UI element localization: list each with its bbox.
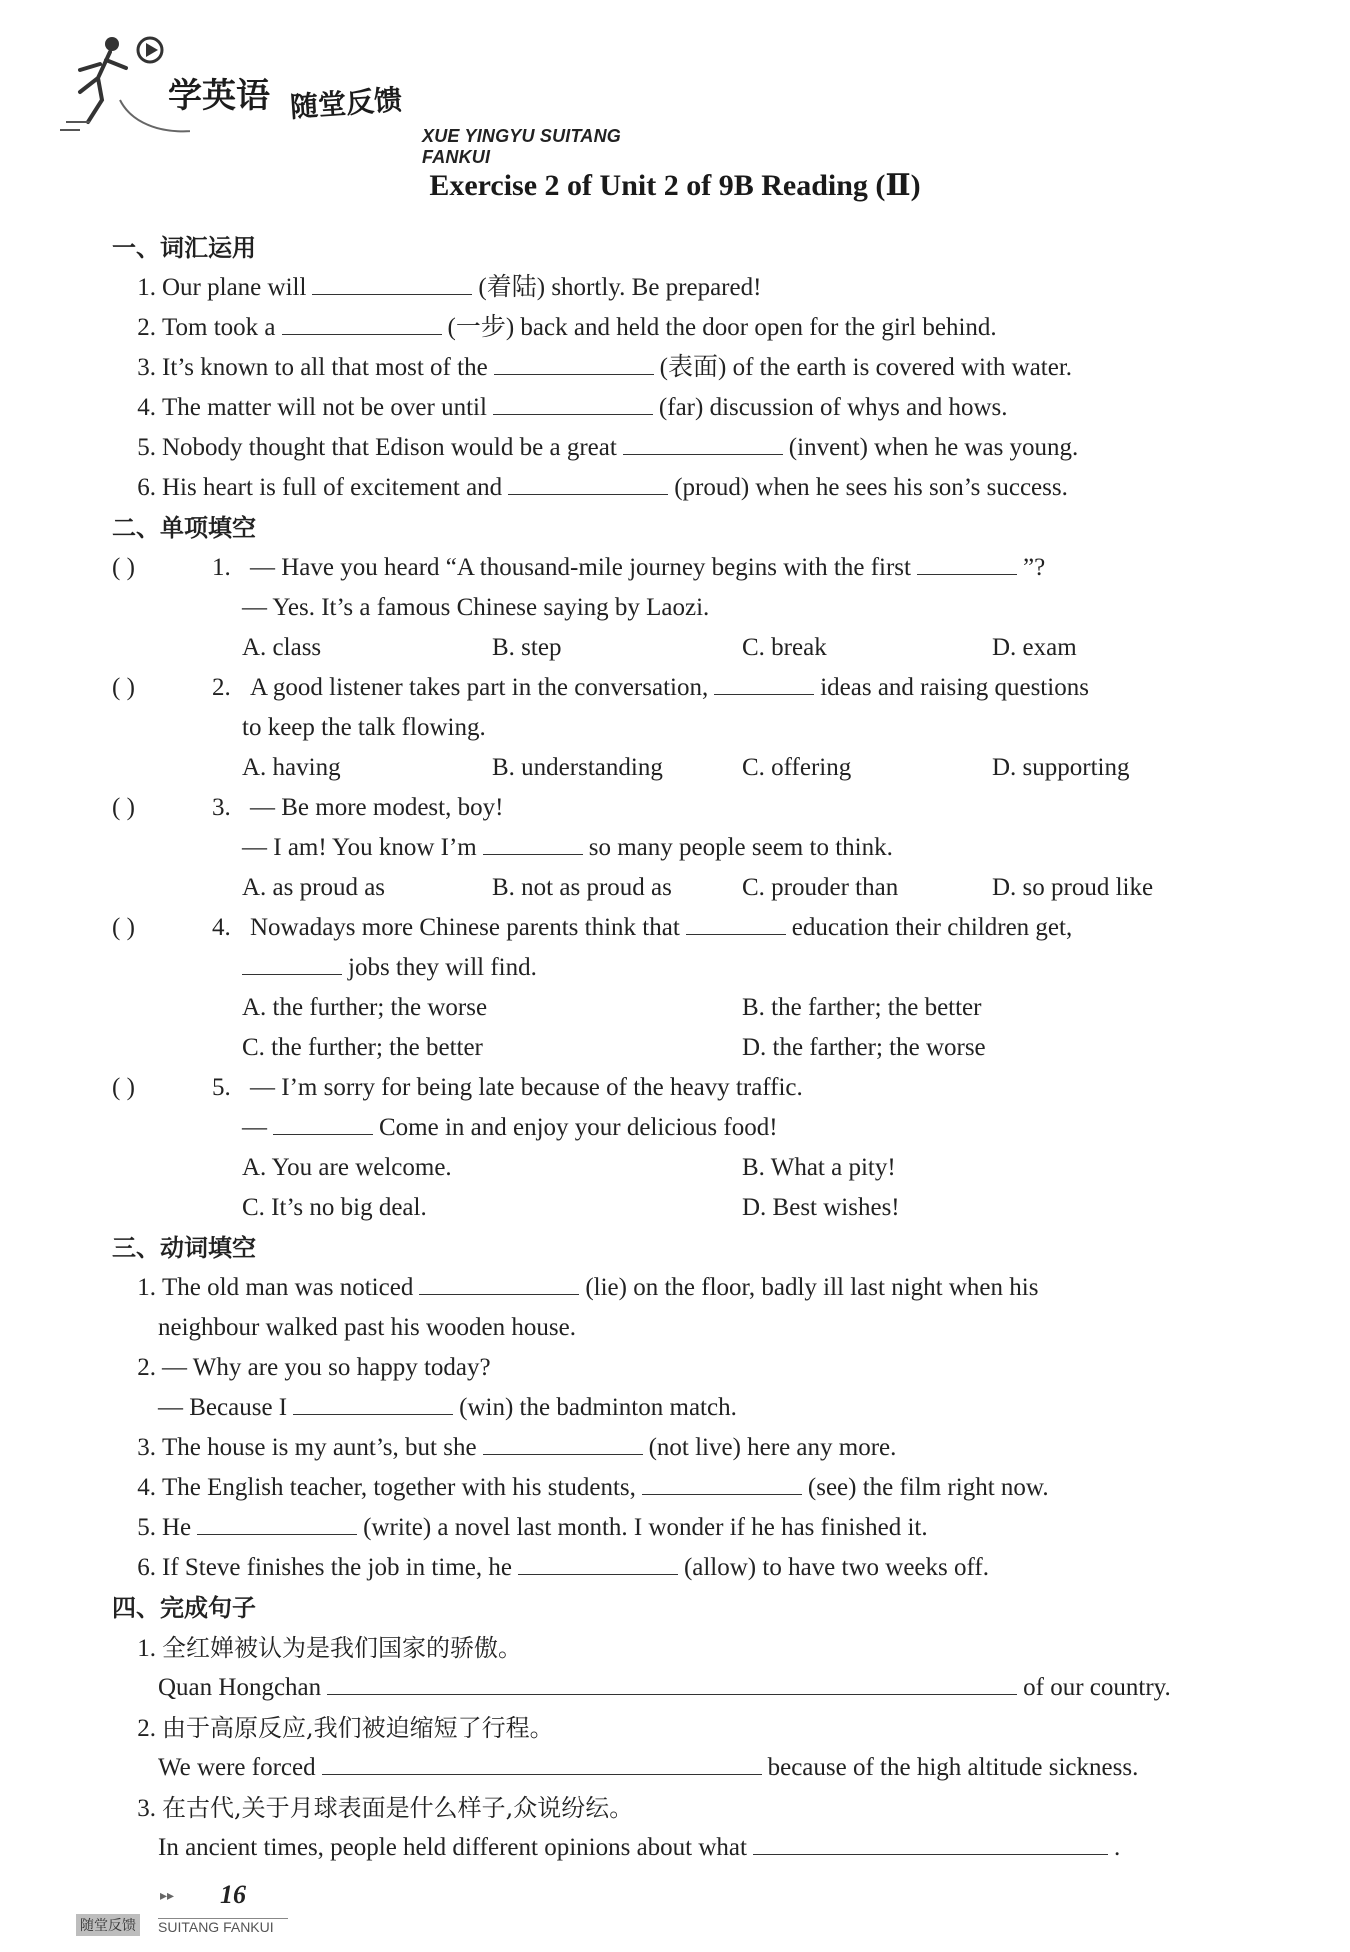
question-text: — [242, 1114, 267, 1141]
answer-blank[interactable] [293, 1388, 453, 1415]
item-text: (proud) when he sees his son’s success. [674, 474, 1068, 501]
item-text: The old man was noticed [162, 1274, 414, 1301]
answer-blank[interactable] [508, 468, 668, 495]
answer-blank[interactable] [623, 428, 783, 455]
item-number: 2. [137, 1354, 156, 1381]
item-text: We were forced [158, 1754, 316, 1781]
verb-item [112, 1508, 1262, 1548]
options-row [112, 1148, 1262, 1188]
brand-chinese-sub: 随堂反馈 [289, 83, 404, 124]
page-number: 16 [220, 1880, 246, 1909]
option-d[interactable]: D. the farther; the worse [742, 1034, 986, 1061]
question-text: — I am! You know I’m [242, 834, 477, 861]
question-number: 2. [212, 674, 231, 701]
question-text: — Be more modest, boy! [250, 794, 504, 821]
answer-bracket[interactable]: ( ) [112, 794, 135, 821]
answer-blank[interactable] [753, 1828, 1108, 1855]
answer-blank[interactable] [273, 1108, 373, 1135]
translation-item [112, 1628, 1262, 1668]
answer-bracket[interactable]: ( ) [112, 914, 135, 941]
answer-bracket[interactable]: ( ) [112, 1074, 135, 1101]
item-text: (一步) back and held the door open for the girl behind. [447, 314, 997, 341]
options-row [112, 868, 1262, 908]
answer-blank[interactable] [242, 948, 342, 975]
item-number: 5. [137, 434, 156, 461]
option-d[interactable]: D. so proud like [992, 874, 1154, 901]
question-text: to keep the talk flowing. [242, 714, 486, 741]
item-number: 4. [137, 394, 156, 421]
brand-chinese: 学英语 [168, 76, 270, 116]
answer-bracket[interactable]: ( ) [112, 554, 135, 581]
question-text: education their children get, [791, 914, 1073, 941]
item-text: . [1113, 1834, 1121, 1861]
answer-blank[interactable] [483, 1428, 643, 1455]
chinese-sentence: 全红婵被认为是我们国家的骄傲。 [162, 1634, 522, 1662]
option-b[interactable]: B. understanding [492, 754, 663, 781]
answer-blank[interactable] [917, 548, 1017, 575]
answer-bracket[interactable]: ( ) [112, 674, 135, 701]
footer-badge: 随堂反馈 [76, 1914, 140, 1936]
option-b[interactable]: B. step [492, 634, 562, 661]
mc-question [112, 668, 1262, 708]
verb-item [112, 1548, 1262, 1588]
verb-item [112, 1428, 1262, 1468]
item-number: 3. [137, 1434, 156, 1461]
item-text: (write) a novel last month. I wonder if he has finished it. [363, 1514, 928, 1541]
chinese-sentence: 在古代,关于月球表面是什么样子,众说纷纭。 [162, 1794, 634, 1822]
vocab-item [112, 268, 1262, 308]
options-row [112, 988, 1262, 1028]
question-text: — Have you heard “A thousand-mile journey begins with the first [250, 554, 911, 581]
item-number: 1. [137, 1274, 156, 1301]
answer-blank[interactable] [642, 1468, 802, 1495]
option-c[interactable]: C. prouder than [742, 874, 899, 901]
vocab-item [112, 308, 1262, 348]
verb-item [112, 1468, 1262, 1508]
item-number: 4. [137, 1474, 156, 1501]
question-text: Come in and enjoy your delicious food! [379, 1114, 778, 1141]
header-logo [50, 30, 670, 167]
question-line [112, 948, 1262, 988]
translation-item [112, 1788, 1262, 1828]
option-b[interactable]: B. the farther; the better [742, 994, 982, 1021]
item-text: (win) the badminton match. [459, 1394, 737, 1421]
item-number: 1. [137, 274, 156, 301]
answer-blank[interactable] [493, 388, 653, 415]
section-heading: 三、动词填空 [112, 1234, 256, 1262]
item-text: Tom took a [162, 314, 276, 341]
vocab-item [112, 388, 1262, 428]
translation-line [112, 1748, 1262, 1788]
item-text: He [162, 1514, 192, 1541]
option-d[interactable]: D. exam [992, 634, 1077, 661]
options-row [112, 748, 1262, 788]
item-text: (see) the film right now. [807, 1474, 1049, 1501]
item-text: — Because I [158, 1394, 288, 1421]
brand-english: XUE YINGYU SUITANG FANKUI [422, 126, 621, 167]
mc-question [112, 788, 1262, 828]
answer-blank[interactable] [322, 1748, 762, 1775]
question-number: 3. [212, 794, 231, 821]
question-text: ”? [1022, 554, 1046, 581]
item-text: because of the high altitude sickness. [767, 1754, 1139, 1781]
verb-item [112, 1268, 1262, 1308]
item-number: 5. [137, 1514, 156, 1541]
double-arrow-icon: ▸▸ [160, 1889, 175, 1904]
section-heading: 二、单项填空 [112, 514, 256, 542]
option-a[interactable]: A. as proud as [242, 874, 386, 901]
item-text: Our plane will [162, 274, 307, 301]
item-text: (lie) on the floor, badly ill last night when his [585, 1274, 1039, 1301]
item-number: 3. [137, 1795, 156, 1822]
answer-blank[interactable] [714, 668, 814, 695]
translation-line [112, 1828, 1262, 1868]
item-text: The matter will not be over until [162, 394, 487, 421]
vocab-item [112, 468, 1262, 508]
item-text: of our country. [1023, 1674, 1171, 1701]
section-heading: 四、完成句子 [112, 1594, 256, 1622]
item-text: (far) discussion of whys and hows. [658, 394, 1008, 421]
answer-blank[interactable] [419, 1268, 579, 1295]
option-c[interactable]: C. the further; the better [242, 1034, 483, 1061]
item-text: (着陆) shortly. Be prepared! [478, 274, 762, 301]
answer-blank[interactable] [518, 1548, 678, 1575]
item-text: neighbour walked past his wooden house. [158, 1314, 576, 1341]
item-number: 6. [137, 474, 156, 501]
chinese-sentence: 由于高原反应,我们被迫缩短了行程。 [162, 1714, 554, 1742]
option-a[interactable]: A. the further; the worse [242, 994, 488, 1021]
option-c[interactable]: C. break [742, 634, 827, 661]
translation-item [112, 1708, 1262, 1748]
answer-blank[interactable] [494, 348, 654, 375]
item-text: The English teacher, together with his students, [162, 1474, 636, 1501]
answer-blank[interactable] [686, 908, 786, 935]
page-footer [76, 1880, 336, 1940]
item-number: 1. [137, 1635, 156, 1662]
question-number: 4. [212, 914, 231, 941]
option-d[interactable]: D. supporting [992, 754, 1130, 781]
question-line [112, 828, 1262, 868]
vocab-item [112, 428, 1262, 468]
option-a[interactable]: A. having [242, 754, 341, 781]
item-text: Nobody thought that Edison would be a great [162, 434, 617, 461]
mc-question [112, 1068, 1262, 1108]
item-text: The house is my aunt’s, but she [162, 1434, 477, 1461]
page-title: Exercise 2 of Unit 2 of 9B Reading (Ⅱ) [429, 169, 921, 202]
question-number: 5. [212, 1074, 231, 1101]
option-a[interactable]: A. class [242, 634, 322, 661]
item-text: (invent) when he was young. [788, 434, 1079, 461]
option-c[interactable]: C. offering [742, 754, 852, 781]
item-number: 2. [137, 1715, 156, 1742]
question-text: ideas and raising questions [820, 674, 1089, 701]
option-b[interactable]: B. not as proud as [492, 874, 672, 901]
question-text: A good listener takes part in the conversation, [250, 674, 709, 701]
item-text: It’s known to all that most of the [162, 354, 488, 381]
item-text: If Steve finishes the job in time, he [162, 1554, 512, 1581]
item-number: 6. [137, 1554, 156, 1581]
verb-item [112, 1348, 1262, 1388]
item-text: (not live) here any more. [648, 1434, 897, 1461]
verb-item-line [112, 1388, 1262, 1428]
item-number: 3. [137, 354, 156, 381]
question-text: so many people seem to think. [588, 834, 893, 861]
item-text: In ancient times, people held different opinions about what [158, 1834, 747, 1861]
mc-question [112, 548, 1262, 588]
answer-blank[interactable] [282, 308, 442, 335]
section-heading: 一、词汇运用 [112, 234, 256, 262]
exercise-content [112, 228, 1262, 1868]
answer-blank[interactable] [197, 1508, 357, 1535]
answer-blank[interactable] [312, 268, 472, 295]
translation-line [112, 1668, 1262, 1708]
option-b[interactable]: B. What a pity! [742, 1154, 896, 1181]
options-row [112, 1028, 1262, 1068]
option-a[interactable]: A. You are welcome. [242, 1154, 452, 1181]
vocab-item [112, 348, 1262, 388]
question-text: Nowadays more Chinese parents think that [250, 914, 680, 941]
question-text: — I’m sorry for being late because of the heavy traffic. [250, 1074, 803, 1101]
item-text: His heart is full of excitement and [162, 474, 503, 501]
item-text: Quan Hongchan [158, 1674, 322, 1701]
item-number: 2. [137, 314, 156, 341]
options-row [112, 1188, 1262, 1228]
answer-blank[interactable] [483, 828, 583, 855]
mc-question [112, 908, 1262, 948]
footer-label: SUITANG FANKUI [158, 1918, 288, 1935]
option-d[interactable]: D. Best wishes! [742, 1194, 900, 1221]
item-text: (表面) of the earth is covered with water. [659, 354, 1073, 381]
question-text: jobs they will find. [348, 954, 537, 981]
option-c[interactable]: C. It’s no big deal. [242, 1194, 427, 1221]
item-text: — Why are you so happy today? [162, 1354, 491, 1381]
answer-blank[interactable] [327, 1668, 1017, 1695]
question-line [112, 1108, 1262, 1148]
question-text: — Yes. It’s a famous Chinese saying by Laozi. [242, 594, 710, 621]
options-row [112, 628, 1262, 668]
item-text: (allow) to have two weeks off. [683, 1554, 989, 1581]
question-number: 1. [212, 554, 231, 581]
